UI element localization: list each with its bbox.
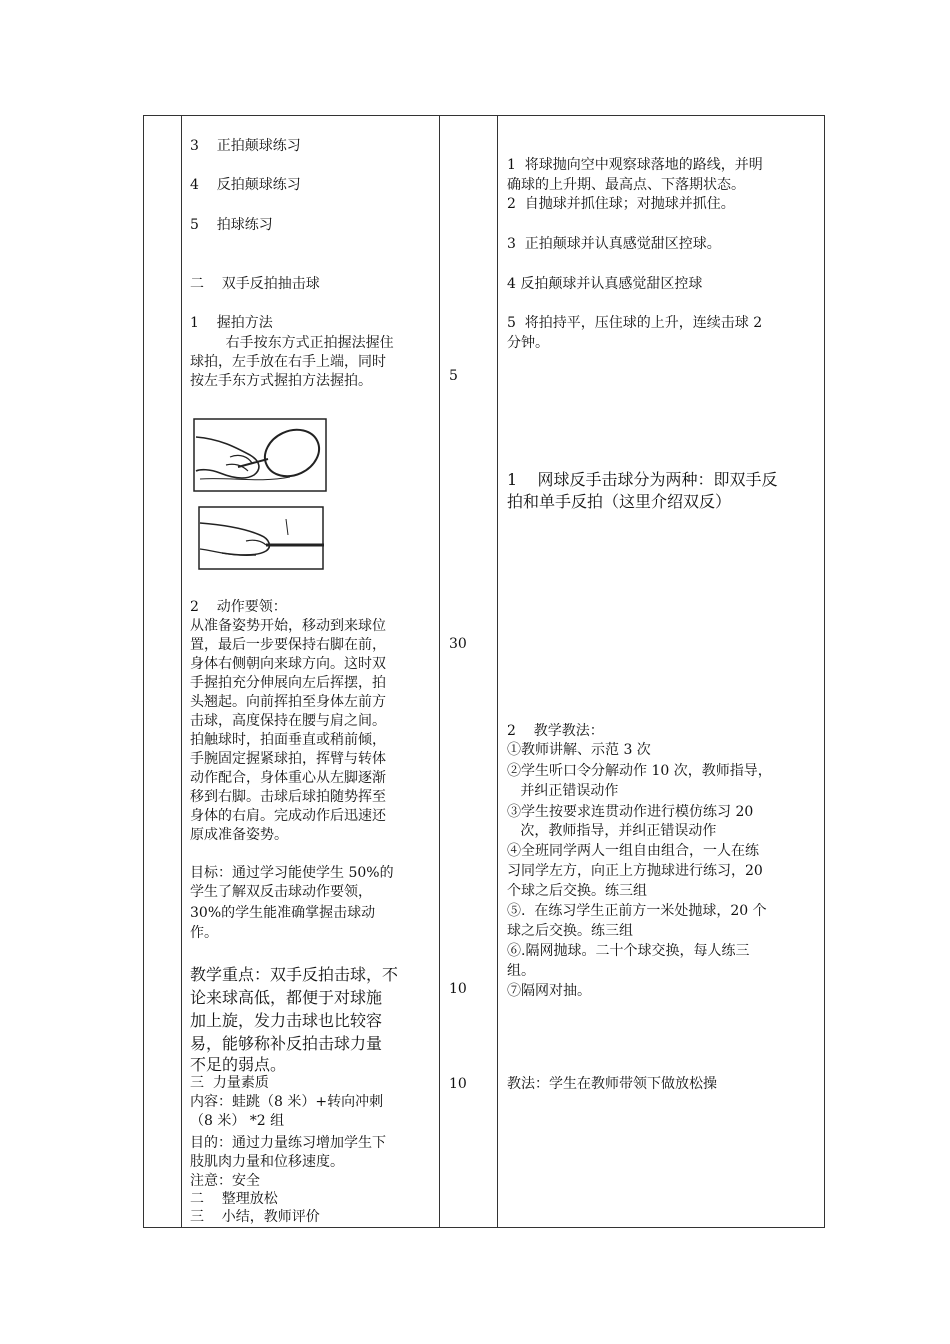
time-value: 5	[449, 368, 458, 384]
drill-item-5: 5 拍球练习	[190, 217, 273, 233]
drill-item-3: 3 正拍颠球练习	[190, 138, 301, 154]
method-4: 4 反拍颠球并认真感觉甜区控球	[507, 276, 703, 292]
grip-illustration-bottom	[196, 505, 326, 571]
action-title: 2 动作要领：	[190, 599, 287, 615]
drill-item-4: 4 反拍颠球练习	[190, 177, 301, 193]
time-value: 30	[449, 636, 467, 652]
section-title-backhand: 二 双手反拍抽击球	[190, 276, 320, 292]
column-divider	[439, 116, 440, 1227]
time-value: 10	[449, 1076, 467, 1092]
method-3: 3 正拍颠球并认真感觉甜区控球。	[507, 236, 721, 252]
grip-title: 1 握拍方法	[190, 315, 273, 331]
method-2: 2 自抛球并抓住球；对抛球并抓住。	[507, 196, 735, 212]
column-divider	[181, 116, 182, 1227]
relax-method: 教法：学生在教师带领下做放松操	[507, 1076, 717, 1092]
column-divider	[497, 116, 498, 1227]
time-value: 10	[449, 981, 467, 997]
grip-illustration-top	[190, 417, 330, 493]
